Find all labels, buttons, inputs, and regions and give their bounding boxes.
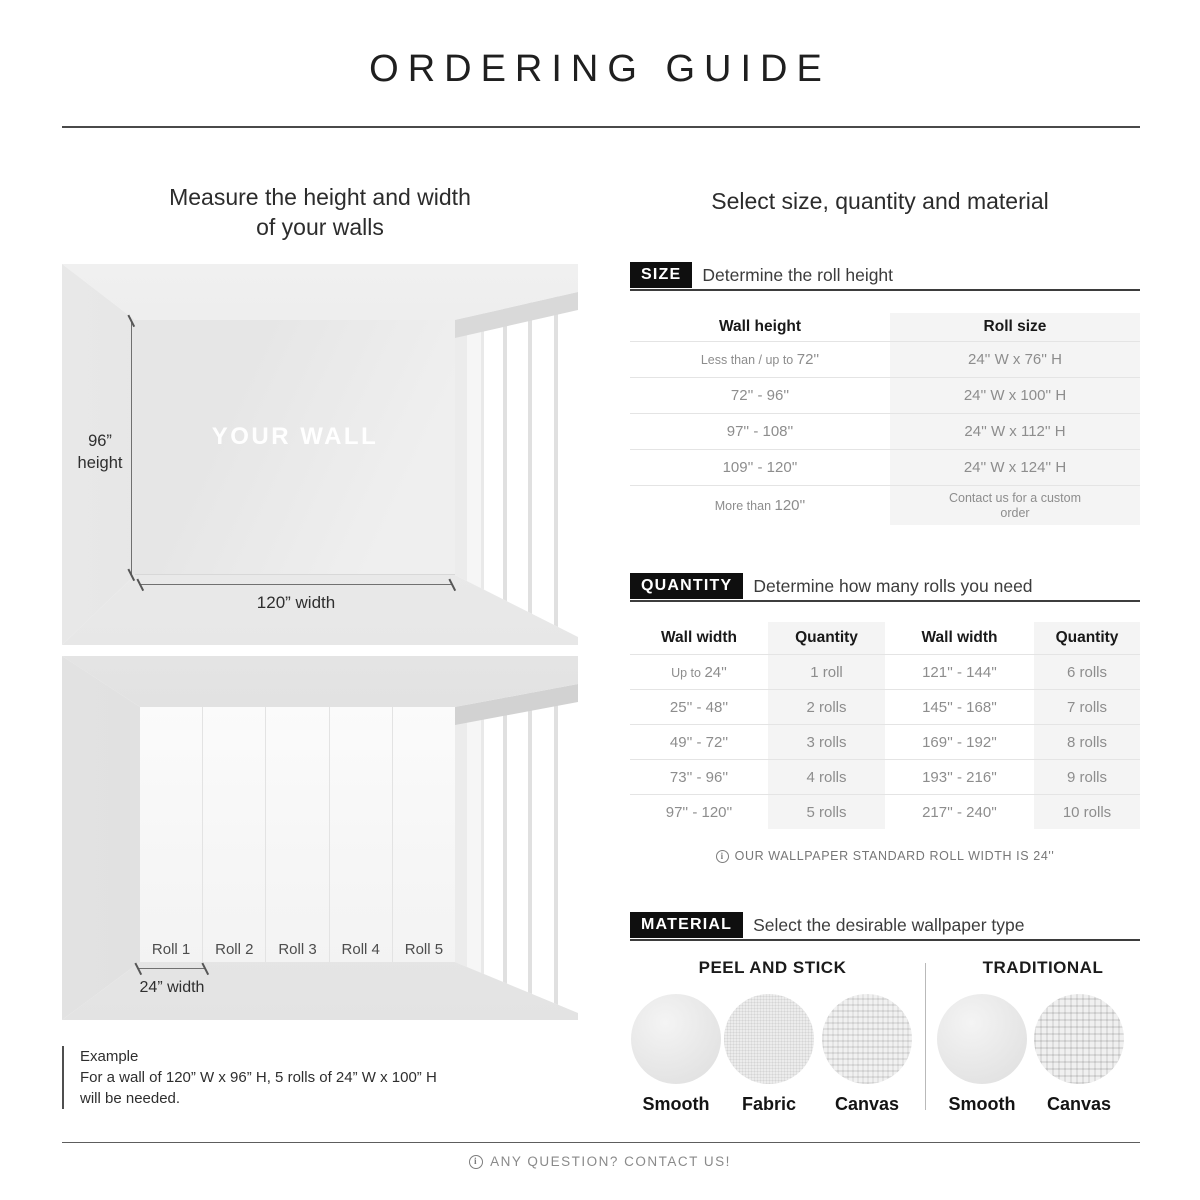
window-mullion: [554, 656, 558, 1020]
roll-panel: [203, 707, 266, 962]
room-illustration-measure: [62, 264, 578, 645]
roll-panel: [330, 707, 393, 962]
example-line1: For a wall of 120” W x 96” H, 5 rolls of 24” W x 100” H: [80, 1069, 437, 1086]
roll-panel: [140, 707, 203, 962]
quantity-table-row: 97'' - 120'' 5 rolls 217'' - 240'' 10 rolls: [630, 794, 1140, 829]
roll-width-note-text: OUR WALLPAPER STANDARD ROLL WIDTH IS 24'': [734, 849, 1055, 863]
size-underline: [630, 289, 1140, 291]
wall-height-header: Wall height: [718, 318, 802, 335]
quantity-subtitle: Determine how many rolls you need: [753, 575, 1033, 596]
footer-note-text: ANY QUESTION? CONTACT US!: [490, 1154, 731, 1169]
roll-label: Roll 5: [404, 941, 444, 958]
quantity-table: [630, 622, 1140, 829]
room-illustration-rolls: [62, 656, 578, 1020]
info-icon: i: [716, 850, 729, 863]
roll-size-header: Roll size: [983, 318, 1047, 335]
quantity-table-row: Up to 24'' 1 roll 121'' - 144'' 6 rolls: [630, 654, 1140, 689]
quantity-table-row: 73'' - 96'' 4 rolls 193'' - 216'' 9 rolls: [630, 759, 1140, 794]
roll-panel: [266, 707, 329, 962]
select-heading: Select size, quantity and material: [711, 188, 1049, 214]
measure-heading-line1: Measure the height and width: [169, 184, 471, 210]
swatch-canvas-traditional: [1034, 994, 1124, 1084]
swatch-label: Fabric: [741, 1094, 797, 1114]
roll-label: Roll 3: [278, 941, 317, 958]
top-divider: [62, 126, 1140, 128]
wall-width-header: Wall width: [660, 629, 738, 646]
material-section-header: [630, 912, 1140, 938]
swatch-label: Smooth: [642, 1094, 710, 1114]
roll-label: Roll 2: [215, 941, 254, 958]
window-mullion: [554, 264, 558, 645]
size-table-row: 109'' - 120'' 24'' W x 124'' H: [630, 449, 1140, 485]
roll-label: Roll 1: [151, 941, 191, 958]
measure-heading-line2: of your walls: [256, 214, 384, 240]
width-dimension-line: [140, 584, 452, 585]
swatch-smooth-traditional: [937, 994, 1027, 1084]
measure-heading: [62, 182, 578, 242]
size-table-row: Less than / up to 72'' 24'' W x 76'' H: [630, 341, 1140, 377]
wall-width-header: Wall width: [921, 629, 998, 646]
quantity-table-header: [630, 622, 1140, 654]
footer-note: [0, 1154, 1200, 1169]
quantity-header: Quantity: [1055, 629, 1119, 646]
swatch-label: Canvas: [834, 1094, 900, 1114]
room-back-wall: [135, 320, 455, 575]
quantity-badge: QUANTITY: [630, 573, 743, 599]
info-icon: i: [469, 1155, 483, 1169]
material-badge: MATERIAL: [630, 912, 743, 938]
wallpaper-roll-panels: [140, 707, 455, 962]
example-title: Example: [80, 1048, 139, 1065]
roll-width-note: [630, 849, 1140, 863]
quantity-table-row: 25'' - 48'' 2 rolls 145'' - 168'' 7 rolls: [630, 689, 1140, 724]
quantity-section-header: [630, 573, 1140, 599]
quantity-header: Quantity: [795, 629, 858, 646]
material-underline: [630, 939, 1140, 941]
page-title: ORDERING GUIDE: [369, 48, 831, 90]
size-table-row: 72'' - 96'' 24'' W x 100'' H: [630, 377, 1140, 413]
roll-width-dimension-line: [138, 968, 205, 969]
swatch-canvas-peel: [822, 994, 912, 1084]
quantity-table-row: 49'' - 72'' 3 rolls 169'' - 192'' 8 rolls: [630, 724, 1140, 759]
size-subtitle: Determine the roll height: [702, 264, 894, 285]
size-table-row: More than 120'' Contact us for a custom order: [630, 485, 1140, 525]
material-group-traditional: TRADITIONAL: [982, 958, 1104, 977]
footer-divider: [62, 1142, 1140, 1143]
material-group-peel-and-stick: PEEL AND STICK: [698, 958, 847, 977]
width-dimension-label: 120” width: [256, 593, 336, 612]
swatch-label: Smooth: [948, 1094, 1016, 1114]
example-note: [62, 1046, 532, 1109]
size-section-header: [630, 262, 1140, 288]
swatch-fabric-peel: [724, 994, 814, 1084]
size-table-row: 97'' - 108'' 24'' W x 112'' H: [630, 413, 1140, 449]
roll-panel: [393, 707, 455, 962]
material-subtitle: Select the desirable wallpaper type: [753, 914, 1025, 935]
material-group-divider: [925, 963, 926, 1110]
roll-width-dimension-label: 24” width: [139, 979, 205, 996]
roll-label: Roll 4: [341, 941, 380, 958]
your-wall-label: YOUR WALL: [211, 423, 379, 450]
example-line2: will be needed.: [80, 1090, 181, 1107]
height-dimension-label: 96” height: [77, 432, 123, 472]
size-table: [630, 313, 1140, 525]
size-table-header: [630, 313, 1140, 341]
quantity-underline: [630, 600, 1140, 602]
swatch-label: Canvas: [1046, 1094, 1112, 1114]
swatch-smooth-peel: [631, 994, 721, 1084]
size-badge: SIZE: [630, 262, 692, 288]
